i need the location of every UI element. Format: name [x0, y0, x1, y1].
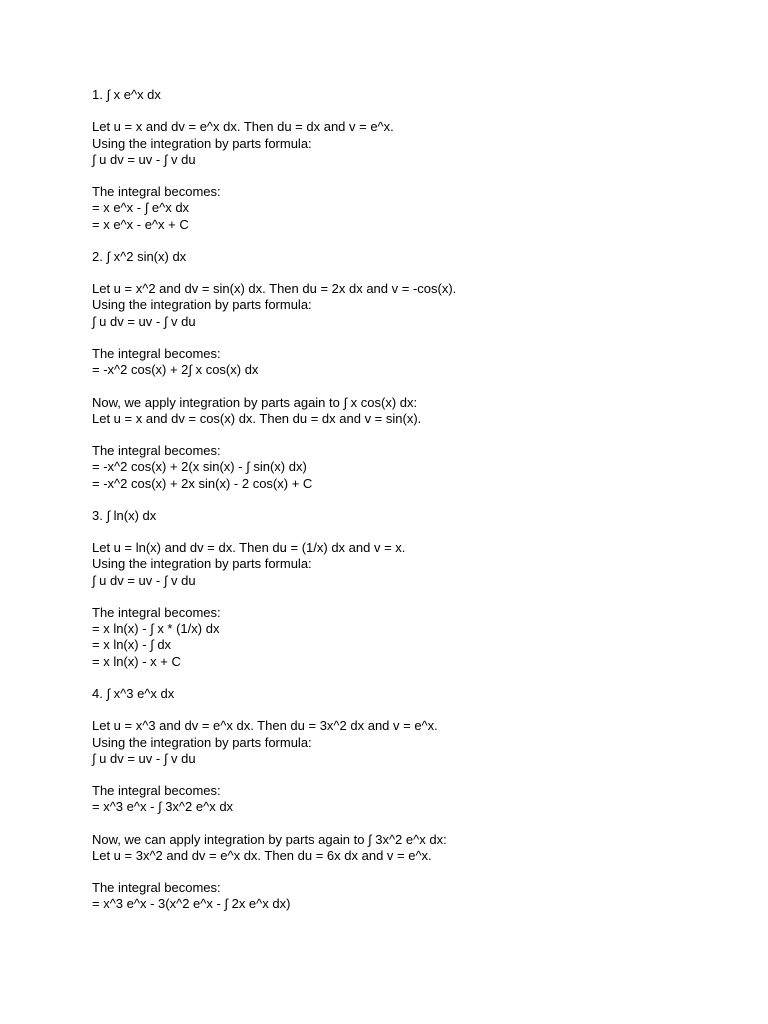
- blank-line: [92, 815, 712, 831]
- document-body: [92, 87, 712, 913]
- blank-line: [92, 265, 712, 281]
- text-line: Let u = x^3 and dv = e^x dx. Then du = 3x^2 dx and v = e^x.: [92, 718, 438, 734]
- formula-line: = x^3 e^x - 3(x^2 e^x - ∫ 2x e^x dx): [92, 896, 291, 912]
- blank-line: [92, 378, 712, 394]
- blank-line: [92, 168, 712, 184]
- text-line: Let u = 3x^2 and dv = e^x dx. Then du = 6x dx and v = e^x.: [92, 847, 432, 863]
- formula-line: = x e^x - ∫ e^x dx: [92, 200, 190, 216]
- text-line: Now, we can apply integration by parts again to ∫ 3x^2 e^x dx:: [92, 831, 447, 847]
- blank-line: [92, 492, 712, 508]
- formula-line: = x e^x - e^x + C: [92, 216, 189, 232]
- formula-line: = -x^2 cos(x) + 2∫ x cos(x) dx: [92, 362, 259, 378]
- blank-line: [92, 864, 712, 880]
- blank-line: [92, 427, 712, 443]
- formula-line: = x ln(x) - ∫ x * (1/x) dx: [92, 621, 220, 637]
- text-line: Let u = x^2 and dv = sin(x) dx. Then du = 2x dx and v = -cos(x).: [92, 281, 457, 297]
- formula-line: ∫ u dv = uv - ∫ v du: [92, 151, 196, 167]
- problem-3-heading: 3. ∫ ln(x) dx: [92, 507, 157, 523]
- blank-line: [92, 103, 712, 119]
- text-line: Let u = x and dv = cos(x) dx. Then du = dx and v = sin(x).: [92, 410, 422, 426]
- formula-line: = x ln(x) - x + C: [92, 653, 181, 669]
- formula-line: ∫ u dv = uv - ∫ v du: [92, 750, 196, 766]
- text-line: Let u = ln(x) and dv = dx. Then du = (1/x) dx and v = x.: [92, 540, 406, 556]
- text-line: The integral becomes:: [92, 346, 221, 361]
- blank-line: [92, 767, 712, 783]
- formula-line: = -x^2 cos(x) + 2x sin(x) - 2 cos(x) + C: [92, 475, 313, 491]
- text-line: The integral becomes:: [92, 880, 221, 896]
- formula-line: = -x^2 cos(x) + 2(x sin(x) - ∫ sin(x) dx): [92, 459, 307, 475]
- text-line: Now, we apply integration by parts again to ∫ x cos(x) dx:: [92, 394, 418, 410]
- formula-line: = x^3 e^x - ∫ 3x^2 e^x dx: [92, 799, 234, 815]
- text-line: Let u = x and dv = e^x dx. Then du = dx and v = e^x.: [92, 119, 394, 135]
- blank-line: [92, 233, 712, 249]
- blank-line: [92, 702, 712, 718]
- problem-4-heading: 4. ∫ x^3 e^x dx: [92, 685, 175, 701]
- text-line: The integral becomes:: [92, 184, 221, 200]
- formula-line: ∫ u dv = uv - ∫ v du: [92, 572, 196, 588]
- problem-1-heading: 1. ∫ x e^x dx: [92, 87, 161, 102]
- text-line: Using the integration by parts formula:: [92, 734, 312, 750]
- problem-2-heading: 2. ∫ x^2 sin(x) dx: [92, 248, 187, 264]
- text-line: The integral becomes:: [92, 605, 221, 620]
- text-line: The integral becomes:: [92, 443, 221, 459]
- formula-line: ∫ u dv = uv - ∫ v du: [92, 313, 196, 329]
- blank-line: [92, 589, 712, 605]
- text-line: Using the integration by parts formula:: [92, 556, 312, 572]
- blank-line: [92, 524, 712, 540]
- text-line: The integral becomes:: [92, 783, 221, 799]
- text-line: Using the integration by parts formula:: [92, 297, 312, 313]
- text-line: Using the integration by parts formula:: [92, 135, 312, 151]
- formula-line: = x ln(x) - ∫ dx: [92, 637, 172, 653]
- blank-line: [92, 670, 712, 686]
- blank-line: [92, 330, 712, 346]
